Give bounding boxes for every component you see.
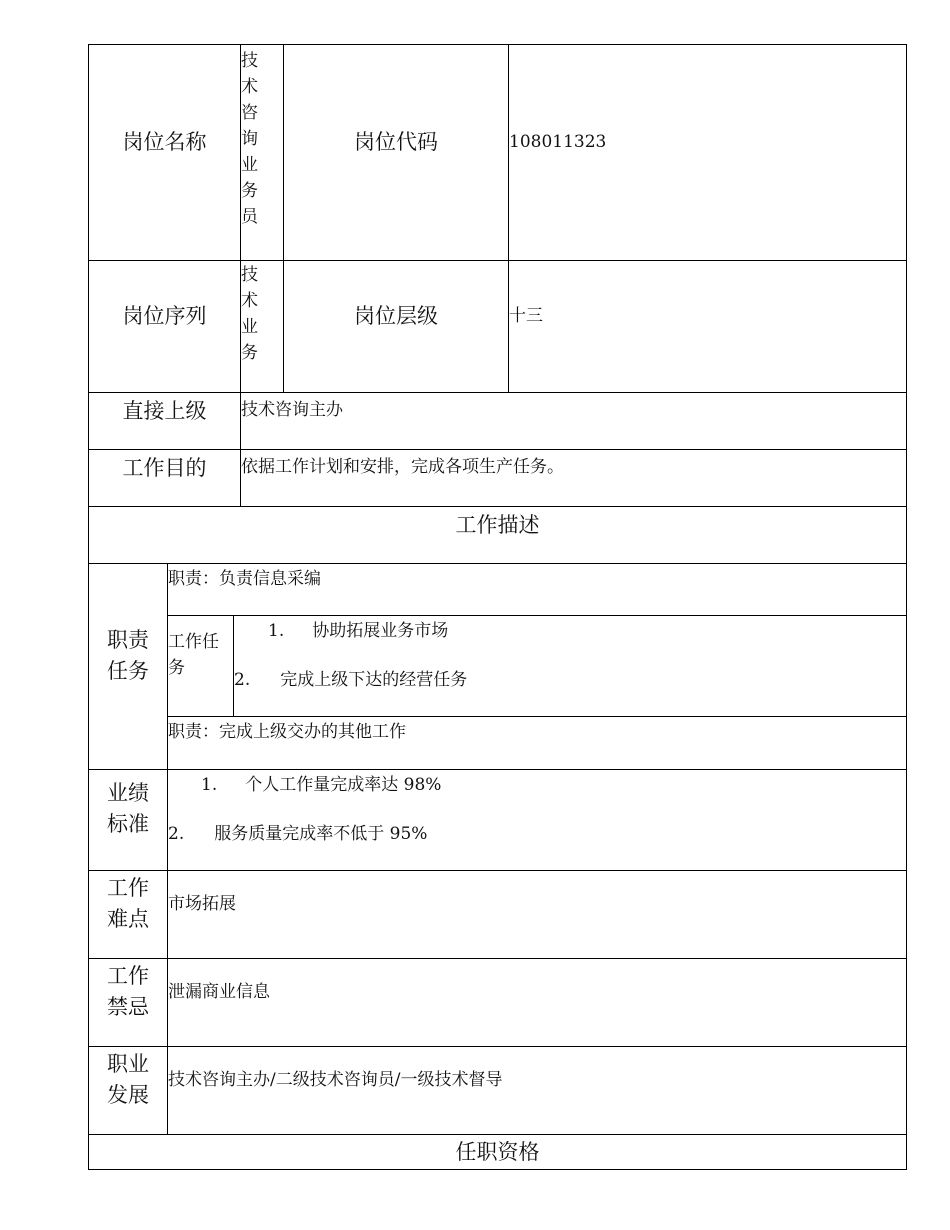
direct-superior-value: 技术咨询主办 bbox=[241, 400, 343, 420]
performance-item: 2. 服务质量完成率不低于 95% bbox=[168, 824, 428, 844]
position-code-label: 岗位代码 bbox=[354, 130, 438, 154]
work-taboo-label: 工作 禁忌 bbox=[107, 964, 149, 1019]
duty-item-1-title: 职责：负责信息采编 bbox=[168, 569, 321, 589]
position-level-label: 岗位层级 bbox=[354, 304, 438, 328]
duties-tasks-label: 职责 任务 bbox=[107, 628, 149, 683]
qualifications-header: 任职资格 bbox=[455, 1140, 540, 1164]
position-name-value: 技术咨询业务员 bbox=[241, 51, 258, 227]
work-task-label: 工作任务 bbox=[168, 632, 219, 678]
career-development-label: 职业 发展 bbox=[107, 1052, 149, 1107]
work-purpose-label: 工作目的 bbox=[122, 456, 207, 480]
work-taboo-value: 泄漏商业信息 bbox=[168, 982, 270, 1002]
position-sequence-value: 技术业务 bbox=[241, 265, 258, 363]
work-difficulty-label: 工作 难点 bbox=[107, 876, 149, 931]
position-level-value: 十三 bbox=[509, 306, 543, 326]
position-name-label: 岗位名称 bbox=[122, 130, 207, 154]
work-purpose-value: 依据工作计划和安排，完成各项生产任务。 bbox=[241, 457, 564, 477]
duty-item-2-title: 职责：完成上级交办的其他工作 bbox=[168, 722, 406, 742]
task-item: 1. 协助拓展业务市场 bbox=[268, 621, 449, 641]
performance-item: 1. 个人工作量完成率达 98% bbox=[201, 775, 442, 795]
work-difficulty-value: 市场拓展 bbox=[168, 894, 236, 914]
position-sequence-label: 岗位序列 bbox=[122, 304, 207, 328]
position-code-value: 108011323 bbox=[509, 132, 607, 152]
direct-superior-label: 直接上级 bbox=[122, 399, 207, 423]
task-item: 2. 完成上级下达的经营任务 bbox=[234, 670, 468, 690]
career-development-value: 技术咨询主办/二级技术咨询员/一级技术督导 bbox=[168, 1070, 503, 1090]
work-description-header: 工作描述 bbox=[455, 513, 540, 537]
performance-standard-label: 业绩 标准 bbox=[107, 781, 149, 836]
